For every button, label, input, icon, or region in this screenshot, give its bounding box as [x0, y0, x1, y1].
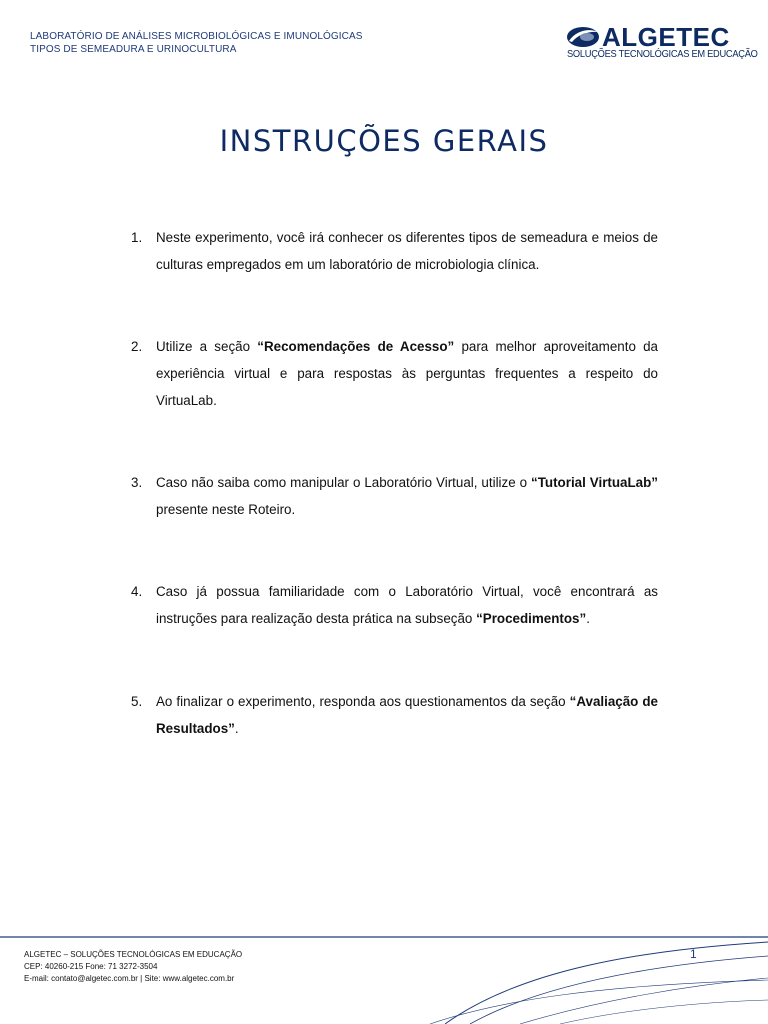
item-text: Utilize a seção “Recomendações de Acesso” para melhor aproveitamento da experiência virtual e para respostas às perguntas frequentes a respeito do VirtuaLab.	[156, 339, 658, 408]
item-number: 4.	[131, 584, 143, 599]
header-lab-title: LABORATÓRIO DE ANÁLISES MICROBIOLÓGICAS E IMUNOLÓGICAS	[30, 31, 363, 42]
footer-contact: E-mail: contato@algetec.com.br | Site: www.algetec.com.br	[24, 974, 235, 983]
logo-globe-icon	[566, 26, 600, 48]
page-title: INSTRUÇÕES GERAIS	[219, 124, 549, 158]
algetec-logo	[566, 22, 758, 64]
emphasis-text: “Tutorial VirtuaLab”	[531, 475, 658, 490]
footer-address: CEP: 40260-215 Fone: 71 3272-3504	[24, 962, 158, 971]
item-number: 1.	[131, 230, 143, 245]
header-subtitle: TIPOS DE SEMEADURA E URINOCULTURA	[30, 44, 237, 55]
item-text: Neste experimento, você irá conhecer os diferentes tipos de semeadura e meios de culturas empregados em um laboratório de microbiologia clínica.	[156, 230, 658, 272]
logo-wordmark: ALGETEC	[602, 22, 730, 52]
footer-company: ALGETEC – SOLUÇÕES TECNOLÓGICAS EM EDUCAÇÃO	[24, 950, 243, 959]
logo-tagline: SOLUÇÕES TECNOLÓGICAS EM EDUCAÇÃO	[567, 49, 758, 60]
item-text: Caso não saiba como manipular o Laboratório Virtual, utilize o “Tutorial VirtuaLab” presente neste Roteiro.	[156, 475, 658, 517]
item-number: 3.	[131, 475, 143, 490]
item-text: Ao finalizar o experimento, responda aos questionamentos da seção “Avaliação de Resultados”.	[156, 694, 658, 736]
item-number: 2.	[131, 339, 143, 354]
emphasis-text: “Procedimentos”	[476, 611, 587, 626]
item-text: Caso já possua familiaridade com o Laboratório Virtual, você encontrará as instruções para realização desta prática na subseção “Procedimentos”.	[156, 584, 658, 626]
item-number: 5.	[131, 694, 143, 709]
page-number: 1	[690, 947, 697, 961]
emphasis-text: “Avaliação de Resultados”	[156, 694, 658, 736]
emphasis-text: “Recomendações de Acesso”	[257, 339, 455, 354]
